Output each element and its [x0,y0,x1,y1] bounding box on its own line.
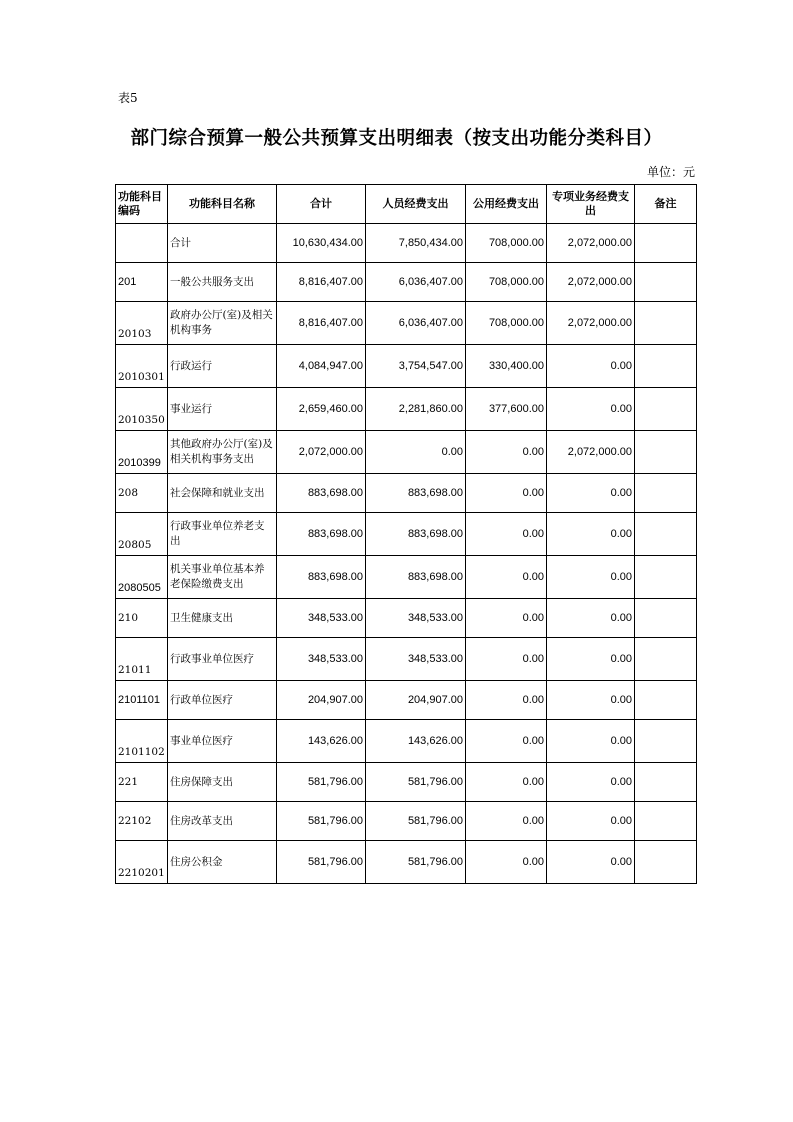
cell-personnel: 883,698.00 [366,556,466,599]
cell-code: 210 [116,599,168,638]
cell-note [635,302,697,345]
column-header-note: 备注 [635,185,697,224]
budget-table [115,184,697,884]
cell-note [635,802,697,841]
cell-code: 2010301 [116,345,168,388]
column-header-personnel: 人员经费支出 [366,185,466,224]
cell-special: 0.00 [547,513,635,556]
cell-public: 708,000.00 [466,224,547,263]
cell-public: 708,000.00 [466,263,547,302]
cell-special: 2,072,000.00 [547,224,635,263]
cell-total: 10,630,434.00 [277,224,366,263]
cell-note [635,263,697,302]
table-row [116,638,697,681]
table-row [116,513,697,556]
cell-total: 2,659,460.00 [277,388,366,431]
cell-name: 机关事业单位基本养老保险缴费支出 [168,556,277,599]
cell-code: 208 [116,474,168,513]
cell-code: 20805 [116,513,168,556]
cell-note [635,513,697,556]
cell-personnel: 883,698.00 [366,474,466,513]
cell-note [635,720,697,763]
cell-total: 348,533.00 [277,638,366,681]
cell-name: 事业运行 [168,388,277,431]
cell-special: 0.00 [547,763,635,802]
cell-public: 0.00 [466,720,547,763]
cell-personnel: 581,796.00 [366,763,466,802]
cell-public: 0.00 [466,681,547,720]
cell-code: 201 [116,263,168,302]
table-row [116,474,697,513]
cell-name: 住房公积金 [168,841,277,884]
cell-code [116,224,168,263]
cell-code: 2010350 [116,388,168,431]
table-number-label: 表5 [118,91,138,105]
cell-special: 2,072,000.00 [547,431,635,474]
cell-note [635,763,697,802]
cell-code: 21011 [116,638,168,681]
column-header-name: 功能科目名称 [168,185,277,224]
cell-personnel: 7,850,434.00 [366,224,466,263]
cell-total: 204,907.00 [277,681,366,720]
cell-public: 0.00 [466,763,547,802]
column-header-total: 合计 [277,185,366,224]
cell-note [635,431,697,474]
cell-name: 住房改革支出 [168,802,277,841]
table-row [116,720,697,763]
cell-code: 221 [116,763,168,802]
cell-special: 0.00 [547,474,635,513]
cell-special: 0.00 [547,720,635,763]
cell-total: 581,796.00 [277,841,366,884]
cell-personnel: 3,754,547.00 [366,345,466,388]
cell-public: 0.00 [466,556,547,599]
cell-name: 住房保障支出 [168,763,277,802]
cell-personnel: 348,533.00 [366,638,466,681]
cell-total: 348,533.00 [277,599,366,638]
cell-personnel: 581,796.00 [366,802,466,841]
cell-special: 0.00 [547,599,635,638]
cell-personnel: 204,907.00 [366,681,466,720]
cell-total: 143,626.00 [277,720,366,763]
cell-public: 0.00 [466,474,547,513]
cell-total: 2,072,000.00 [277,431,366,474]
cell-special: 0.00 [547,345,635,388]
cell-special: 2,072,000.00 [547,302,635,345]
cell-total: 4,084,947.00 [277,345,366,388]
cell-note [635,638,697,681]
cell-public: 377,600.00 [466,388,547,431]
table-row [116,224,697,263]
cell-public: 0.00 [466,802,547,841]
column-header-special: 专项业务经费支出 [547,185,635,224]
cell-personnel: 2,281,860.00 [366,388,466,431]
table-header-row [116,185,697,224]
table-row [116,802,697,841]
cell-note [635,599,697,638]
cell-name: 行政事业单位养老支出 [168,513,277,556]
table-row [116,841,697,884]
cell-special: 0.00 [547,388,635,431]
cell-special: 0.00 [547,556,635,599]
cell-personnel: 0.00 [366,431,466,474]
cell-total: 883,698.00 [277,556,366,599]
cell-note [635,345,697,388]
cell-name: 卫生健康支出 [168,599,277,638]
cell-name: 行政运行 [168,345,277,388]
cell-personnel: 883,698.00 [366,513,466,556]
cell-personnel: 581,796.00 [366,841,466,884]
cell-note [635,681,697,720]
unit-label: 单位：元 [646,165,695,179]
cell-total: 581,796.00 [277,763,366,802]
cell-code: 22102 [116,802,168,841]
cell-personnel: 348,533.00 [366,599,466,638]
cell-code: 20103 [116,302,168,345]
cell-name: 行政单位医疗 [168,681,277,720]
cell-note [635,556,697,599]
cell-public: 708,000.00 [466,302,547,345]
cell-public: 0.00 [466,841,547,884]
cell-public: 0.00 [466,513,547,556]
cell-name: 一般公共服务支出 [168,263,277,302]
cell-name: 事业单位医疗 [168,720,277,763]
cell-special: 0.00 [547,638,635,681]
cell-total: 883,698.00 [277,474,366,513]
cell-special: 0.00 [547,802,635,841]
cell-name: 其他政府办公厅(室)及相关机构事务支出 [168,431,277,474]
cell-code: 2101102 [116,720,168,763]
cell-total: 581,796.00 [277,802,366,841]
table-row [116,263,697,302]
cell-public: 0.00 [466,431,547,474]
page-title: 部门综合预算一般公共预算支出明细表（按支出功能分类科目） [130,128,663,149]
table-row [116,302,697,345]
table-row [116,599,697,638]
table-row [116,556,697,599]
cell-code: 2101101 [116,681,168,720]
table-row [116,345,697,388]
cell-name: 合计 [168,224,277,263]
cell-personnel: 6,036,407.00 [366,302,466,345]
cell-code: 2080505 [116,556,168,599]
cell-special: 2,072,000.00 [547,263,635,302]
cell-personnel: 6,036,407.00 [366,263,466,302]
column-header-public: 公用经费支出 [466,185,547,224]
cell-note [635,841,697,884]
cell-note [635,474,697,513]
cell-code: 2010399 [116,431,168,474]
cell-note [635,388,697,431]
cell-code: 2210201 [116,841,168,884]
cell-total: 8,816,407.00 [277,263,366,302]
cell-name: 政府办公厅(室)及相关机构事务 [168,302,277,345]
cell-name: 社会保障和就业支出 [168,474,277,513]
table-row [116,431,697,474]
cell-public: 330,400.00 [466,345,547,388]
column-header-code: 功能科目编码 [116,185,168,224]
cell-name: 行政事业单位医疗 [168,638,277,681]
cell-personnel: 143,626.00 [366,720,466,763]
cell-total: 883,698.00 [277,513,366,556]
cell-total: 8,816,407.00 [277,302,366,345]
cell-special: 0.00 [547,841,635,884]
table-row [116,388,697,431]
table-row [116,681,697,720]
cell-public: 0.00 [466,599,547,638]
table-row [116,763,697,802]
cell-special: 0.00 [547,681,635,720]
cell-public: 0.00 [466,638,547,681]
cell-note [635,224,697,263]
